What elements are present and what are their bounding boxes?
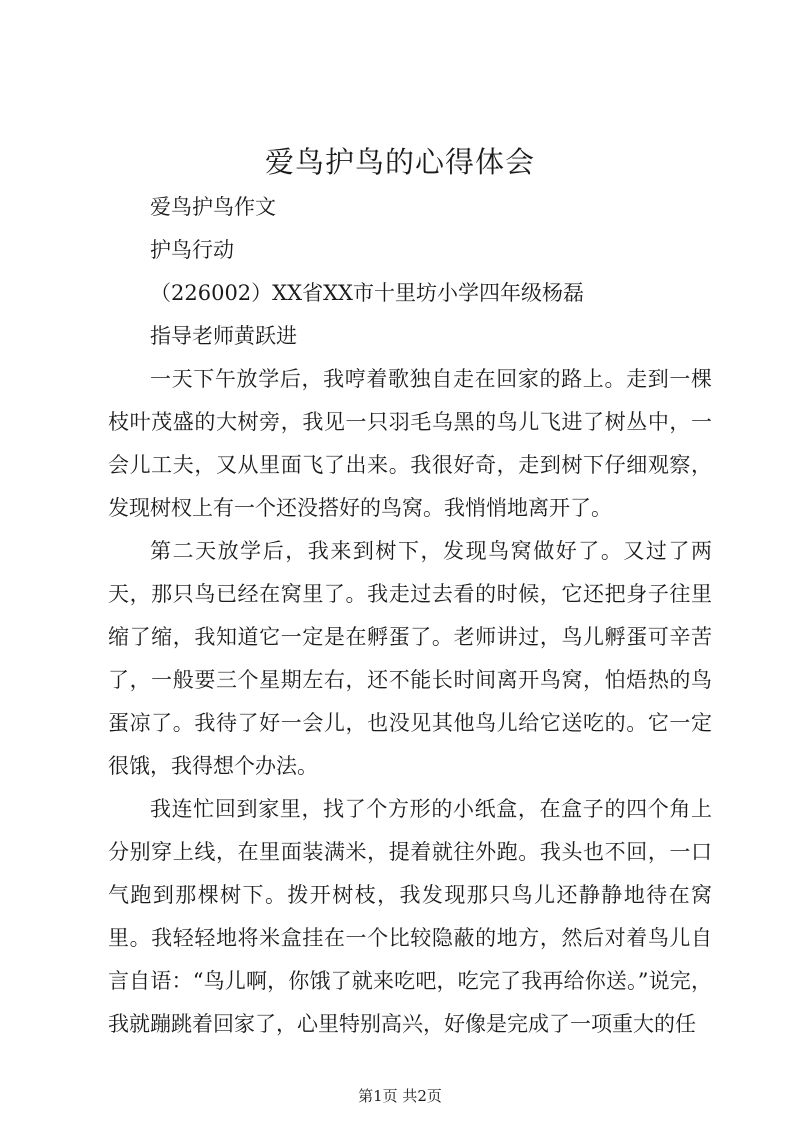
document-title: 爱鸟护鸟的心得体会	[264, 145, 535, 179]
document-body	[108, 186, 712, 1046]
essay-title: 护鸟行动	[150, 238, 234, 262]
author-line: （226002）XX省XX市十里坊小学四年级杨磊	[150, 281, 584, 305]
paragraph-3: 我连忙回到家里，找了个方形的小纸盒，在盒子的四个角上分别穿上线，在里面装满米，提着就往外跑。我头也不回，一口气跑到那棵树下。拨开树枝，我发现那只鸟儿还静静地待在窝里。我轻轻地将米盒挂在一个比较隐蔽的地方，然后对着鸟儿自言自语：“鸟儿啊，你饿了就来吃吧，吃完了我再给你送。”说完，我就蹦跳着回家了，心里特别高兴，好像是完成了一项重大的任	[108, 797, 712, 1036]
paragraph-1: 一天下午放学后，我哼着歌独自走在回家的路上。走到一棵枝叶茂盛的大树旁，我见一只羽毛乌黑的鸟儿飞进了树丛中，一会儿工夫，又从里面飞了出来。我很好奇，走到树下仔细观察，发现树杈上有一个还没搭好的鸟窝。我悄悄地离开了。	[108, 367, 712, 520]
essay-subtitle: 爱鸟护鸟作文	[150, 195, 276, 219]
teacher-line: 指导老师黄跃进	[150, 324, 297, 348]
page-footer: 第1页 共2页	[358, 1087, 442, 1105]
paragraph-2: 第二天放学后，我来到树下，发现鸟窝做好了。又过了两天，那只鸟已经在窝里了。我走过去看的时候，它还把身子往里缩了缩，我知道它一定是在孵蛋了。老师讲过，鸟儿孵蛋可辛苦了，一般要三个星期左右，还不能长时间离开鸟窝，怕焐热的鸟蛋凉了。我待了好一会儿，也没见其他鸟儿给它送吃的。它一定很饿，我得想个办法。	[108, 539, 712, 778]
